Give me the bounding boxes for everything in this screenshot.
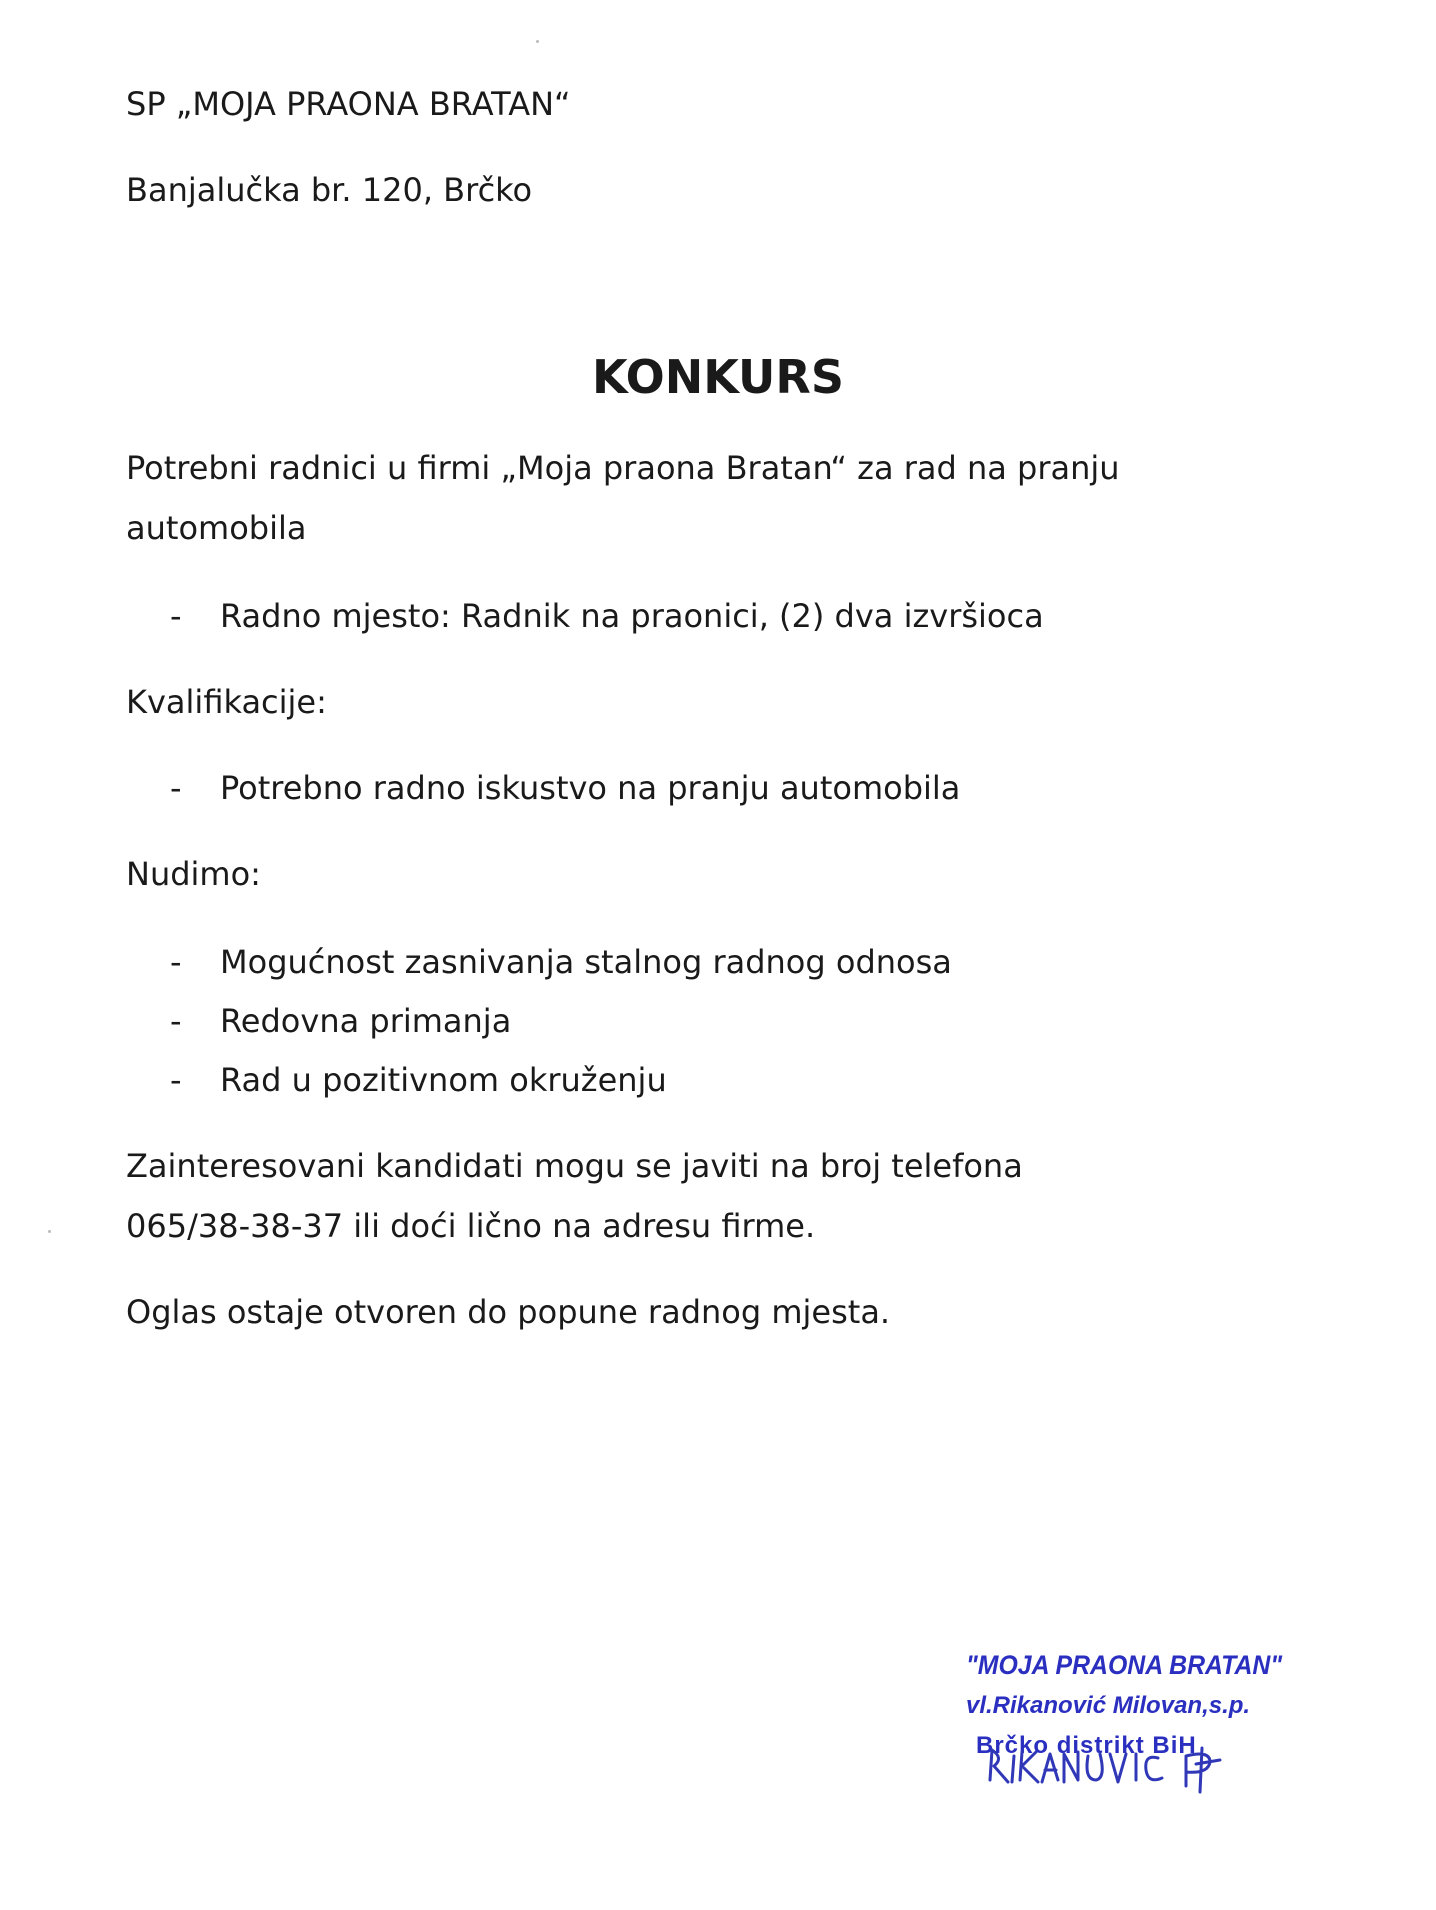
intro-line-2: automobila — [126, 509, 307, 547]
contact-line-2: 065/38-38-37 ili doći lično na adresu firme. — [126, 1207, 816, 1245]
bullet-dash: - — [170, 1002, 182, 1040]
stamp-line-2: vl.Rikanović Milovan,s.p. — [966, 1692, 1251, 1719]
bullet-dash: - — [170, 1061, 182, 1099]
offer-item — [170, 943, 952, 981]
offer-text: Rad u pozitivnom okruženju — [220, 1061, 667, 1099]
stamp-line-1: "MOJA PRAONA BRATAN" — [966, 1650, 1283, 1680]
qualification-item — [170, 769, 961, 807]
company-address: Banjalučka br. 120, Brčko — [126, 171, 533, 209]
company-name: SP „MOJA PRAONA BRATAN“ — [126, 85, 571, 123]
scan-speck — [48, 1230, 51, 1233]
qualifications-heading: Kvalifikacije: — [126, 683, 327, 721]
bullet-dash: - — [170, 597, 182, 635]
offer-text: Mogućnost zasnivanja stalnog radnog odnosa — [220, 943, 952, 981]
bullet-dash: - — [170, 943, 182, 981]
position-item — [170, 597, 1044, 635]
stamp-line-3: Brčko distrikt BiH — [976, 1732, 1197, 1759]
qualification-text: Potrebno radno iskustvo na pranju automobila — [220, 769, 961, 807]
closing-note: Oglas ostaje otvoren do popune radnog mjesta. — [126, 1293, 891, 1331]
offer-text: Redovna primanja — [220, 1002, 512, 1040]
offer-item — [170, 1002, 512, 1040]
document-title: KONKURS — [592, 350, 844, 404]
scan-speck — [536, 40, 539, 43]
offer-item — [170, 1061, 667, 1099]
contact-line-1: Zainteresovani kandidati mogu se javiti na broj telefona — [126, 1147, 1023, 1185]
bullet-dash: - — [170, 769, 182, 807]
handwritten-signature — [980, 1720, 1240, 1810]
intro-line-1: Potrebni radnici u firmi „Moja praona Bratan“ za rad na pranju — [126, 449, 1120, 487]
offer-heading: Nudimo: — [126, 855, 261, 893]
position-text: Radno mjesto: Radnik na praonici, (2) dva izvršioca — [220, 597, 1044, 635]
